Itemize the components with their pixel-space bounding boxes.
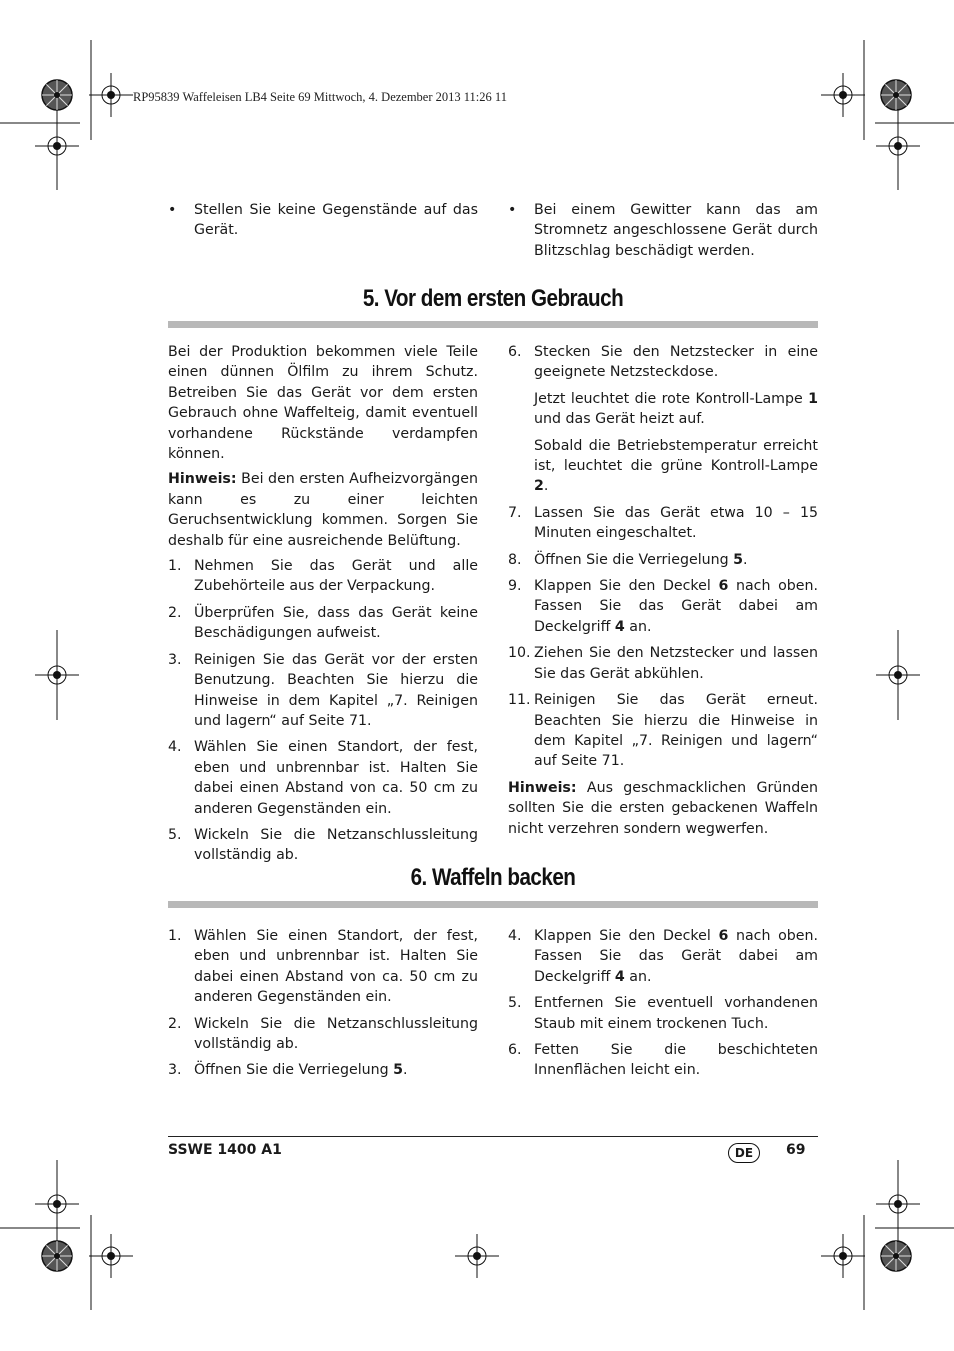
page-number: 69 [786, 1142, 806, 1158]
step-text: und das Gerät heizt auf. [534, 411, 705, 428]
hint-text: Bei den ersten Aufheizvorgängen kann es zu einer leichten Geruchsentwicklung kommen. Sorgen Sie deshalb für eine ausreichende Belüftung. [168, 471, 478, 549]
list-item [168, 1014, 478, 1055]
bullet-icon: • [168, 202, 177, 218]
step-text: Jetzt leuchtet die rote Kontroll-Lampe [534, 390, 803, 407]
step-number: 1. [168, 558, 182, 575]
step-number: 9. [508, 578, 522, 595]
bullet-icon: • [508, 202, 517, 218]
step-number: 2. [168, 604, 182, 621]
list-item [508, 643, 818, 684]
bullet-item [508, 200, 818, 261]
section-6-left-column [168, 926, 478, 1087]
step-text: Stecken Sie den Netzstecker in eine geeignete Netzsteckdose. [534, 344, 818, 381]
hint-paragraph [508, 778, 818, 839]
part-number: 6 [718, 578, 729, 595]
list-item [508, 1040, 818, 1081]
list-item [168, 603, 478, 644]
step-text: . [403, 1062, 408, 1079]
part-number: 4 [614, 968, 625, 985]
step-number: 11. [508, 692, 531, 709]
list-item [508, 342, 818, 383]
part-number: 4 [614, 618, 625, 635]
section-6-right-column [508, 926, 818, 1087]
section-5-left-column [168, 342, 478, 872]
intro-paragraph: Bei der Produktion bekommen viele Teile einen dünnen Ölfilm zu ihrem Schutz. Betreiben Sie das Gerät vor dem ersten Gebrauch ohne Waffelteig, damit eventuell vorhandene Rückstände verdampfen können. [168, 344, 478, 463]
print-slug: RP95839 Waffeleisen LB4 Seite 69 Mittwoch, 4. Dezember 2013 11:26 11 [133, 90, 507, 104]
step-text: Wickeln Sie die Netzanschlussleitung vollständig ab. [194, 826, 478, 864]
part-number: 5 [733, 551, 744, 568]
step-number: 5. [168, 826, 182, 843]
step-text: Reinigen Sie das Gerät erneut. Beachten Sie hierzu die Hinweise in dem Kapitel „7. Reinigen und lagern“ auf Seite 71. [534, 692, 818, 770]
footer-model: SSWE 1400 A1 [168, 1142, 282, 1158]
top-right-column [508, 200, 818, 267]
hint-paragraph [168, 469, 478, 551]
list-item [508, 993, 818, 1034]
step-number: 7. [508, 504, 522, 521]
section-6-rule [168, 901, 818, 908]
step-text: Nehmen Sie das Gerät und alle Zubehörteile aus der Verpackung. [194, 558, 478, 595]
section-5-right-column [508, 342, 818, 844]
bullet-text: Stellen Sie keine Gegenstände auf das Gerät. [194, 202, 478, 239]
step-number: 5. [508, 995, 522, 1012]
footer-rule [168, 1136, 818, 1137]
step-text: Überprüfen Sie, dass das Gerät keine Beschädigungen aufweist. [194, 604, 478, 642]
step-text: Klappen Sie den Deckel [534, 928, 711, 944]
language-badge: DE [728, 1143, 760, 1163]
step-text: Lassen Sie das Gerät etwa 10 – 15 Minuten eingeschaltet. [534, 504, 818, 542]
step-text: Reinigen Sie das Gerät vor der ersten Benutzung. Beachten Sie hierzu die Hinweise in dem Kapitel „7. Reinigen und lagern“ auf Seite 71. [194, 651, 478, 729]
hint-label: Hinweis: [508, 779, 577, 796]
step-text: Ziehen Sie den Netzstecker und lassen Sie das Gerät abkühlen. [534, 645, 818, 682]
step-number: 8. [508, 551, 522, 568]
step-number: 4. [508, 928, 522, 944]
section-6-heading: 6. Waffeln backen [410, 864, 576, 891]
step-text: an. [629, 618, 652, 635]
section-5-rule [168, 321, 818, 328]
list-item [508, 550, 818, 570]
step-number: 6. [508, 344, 522, 360]
bullet-text: Bei einem Gewitter kann das am Stromnetz angeschlossene Gerät durch Blitzschlag beschädigt werden. [534, 202, 818, 259]
list-item-continuation [508, 436, 818, 497]
list-item [168, 556, 478, 597]
step-text: nach oben. Fassen Sie das Gerät dabei am Deckelgriff [534, 928, 818, 985]
list-item [168, 1060, 478, 1080]
list-item [508, 576, 818, 637]
step-text: Fetten Sie die beschichteten Innenflächen leicht ein. [534, 1042, 818, 1079]
part-number: 6 [718, 928, 729, 944]
step-text: . [543, 478, 549, 495]
step-number: 6. [508, 1042, 522, 1059]
step-text: Wählen Sie einen Standort, der fest, eben und unbrennbar ist. Halten Sie dabei einen Abstand von ca. 50 cm zu anderen Gegenständen ein. [194, 928, 478, 1006]
list-item [168, 737, 478, 819]
step-text: nach oben. Fassen Sie das Gerät dabei am Deckelgriff [534, 578, 818, 635]
step-text: . [743, 551, 748, 568]
step-text: Öffnen Sie die Verriegelung [534, 551, 729, 568]
step-text: Entfernen Sie eventuell vorhandenen Staub mit einem trockenen Tuch. [534, 995, 818, 1032]
list-item [168, 825, 478, 866]
bullet-item [168, 200, 478, 241]
step-text: Wickeln Sie die Netzanschlussleitung vollständig ab. [194, 1015, 478, 1053]
step-text: Öffnen Sie die Verriegelung [194, 1062, 389, 1079]
list-item [508, 926, 818, 987]
top-left-column [168, 200, 478, 247]
part-number: 5 [393, 1062, 404, 1079]
part-number: 1 [808, 390, 818, 407]
step-number: 2. [168, 1015, 182, 1032]
hint-text: Aus geschmacklichen Gründen sollten Sie die ersten gebackenen Waffeln nicht verzehren sondern wegwerfen. [508, 779, 818, 837]
step-text: Wählen Sie einen Standort, der fest, eben und unbrennbar ist. Halten Sie dabei einen Abstand von ca. 50 cm zu anderen Gegenständen ein. [194, 739, 478, 817]
list-item [168, 926, 478, 1008]
hint-label: Hinweis: [168, 471, 237, 488]
step-number: 1. [168, 928, 182, 944]
section-5-heading: 5. Vor dem ersten Gebrauch [362, 285, 624, 312]
step-text: Klappen Sie den Deckel [534, 578, 711, 595]
step-number: 3. [168, 651, 182, 668]
list-item [508, 690, 818, 772]
step-text: an. [629, 968, 652, 985]
step-number: 4. [168, 739, 182, 756]
list-item-continuation [508, 389, 818, 430]
list-item [168, 650, 478, 732]
part-number: 2 [534, 478, 544, 495]
step-number: 3. [168, 1062, 182, 1079]
list-item [508, 503, 818, 544]
step-text: Sobald die Betriebstemperatur erreicht ist, leuchtet die grüne Kontroll-Lampe [534, 437, 818, 475]
step-number: 10. [508, 645, 531, 662]
